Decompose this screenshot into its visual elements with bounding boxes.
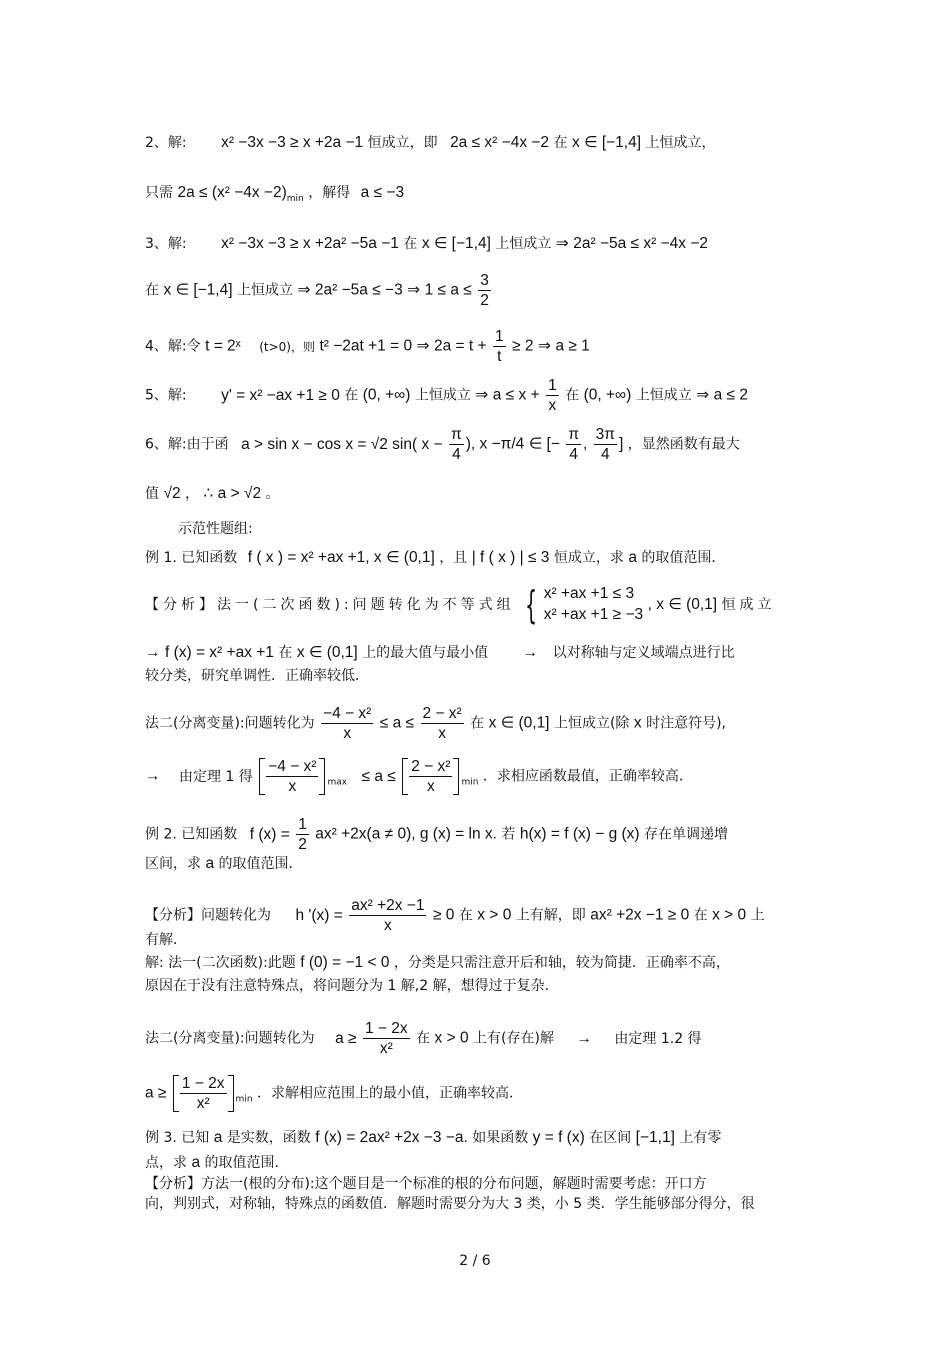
text: 较分类，研究单调性．正确率较低． [145,668,369,684]
text: 例 1. 已知函数 [145,550,238,566]
formula: ∈ [− [528,435,560,453]
text: 有解． [145,932,187,948]
text: 上有(存在)解 [473,1030,554,1047]
formula: a ≤ −3 [360,184,405,201]
formula: 2a = t + [433,337,487,355]
solution-5 [145,377,748,414]
text: 恒成立，即 [367,135,438,151]
text: 上恒成立 [236,282,293,299]
formula: x ∈ (0,1] [296,644,358,661]
formula: x² −3x −3 ≥ x +2a² −5a −1 [221,235,399,252]
text: 在 [693,907,708,924]
text: 6、解:由于函 [145,436,229,453]
formula: a [213,1129,223,1146]
inequality-system [544,584,643,626]
formula: √2 [163,485,181,502]
text: 在 [458,907,473,924]
formula: a ≥ 1 [555,337,590,355]
formula: y = f (x) [532,1129,585,1146]
implies-symbol: ⇒ [297,281,311,299]
text: 上有零 [679,1130,722,1146]
formula: x² −3x −3 ≥ x +2a −1 [221,134,364,151]
text: 。 [265,486,280,502]
text: 恒成立，求 [553,550,624,566]
solution-6-line-1 [145,426,740,463]
analysis-1-method-1 [145,584,776,626]
text: 5、解: [145,387,187,404]
formula: x ∈ (0,1] [488,714,550,732]
fraction-1-x: $\frac{1}{x}$ [548,377,557,415]
fraction: $\frac{\text{−4 − x²}}{x}$ [323,705,372,743]
formula: f ( x ) = x² +ax +1, x ∈ (0,1] [247,549,435,566]
fraction: $\frac{\text{2 − x²}}{x}$ [422,705,462,743]
arrow-symbol: → [145,767,161,785]
analysis-3-line-1 [145,1177,707,1191]
solution-3-line-2 [145,272,493,309]
text: ，解得 [308,185,351,201]
formula: a ≤ x + [492,386,540,404]
formula: ≥ 2 [512,337,534,355]
text: 在区间 [589,1130,632,1146]
solution-2-line-2 [145,185,404,204]
fraction-3-2: $\frac{3}{2}$ [480,272,489,310]
implies-symbol: ⇒ [555,235,569,252]
text: ．求相应函数最值，正确率较高． [482,768,693,785]
fraction-1-t: $\frac{1}{t}$ [495,328,504,366]
formula: h(x) = f (x) − g (x) [519,825,640,843]
bracket-expression: $\frac{\text{2 − x²}}{x}$ [402,758,459,795]
text: 的取值范围． [204,1155,289,1171]
formula: | f ( x ) | ≤ 3 [471,549,550,566]
text: ，分类是只需注意开后和轴，较为简捷．正确率不高， [393,955,730,971]
subscript: min [286,194,304,204]
formula: t = 2ˣ [205,337,241,355]
formula: x ∈ [−1,4] [571,134,642,151]
example-3 [145,1130,721,1146]
fraction: $\frac{1 - 2x}{\text{x²}}$ [364,1020,408,1058]
formula: x [633,714,642,732]
text: 只需 [145,185,173,201]
implies-symbol: ⇒ [537,337,551,355]
formula: f (0) = −1 < 0 [300,954,390,971]
text: 在 [416,1030,431,1047]
formula: x ∈ [−1,4] [163,281,233,299]
solution-4 [145,328,590,365]
text: 存在单调递增 [644,826,729,843]
formula: 2a ≤ (x² −4x −2) [177,184,287,201]
implies-symbol: ⇒ [416,337,430,355]
formula: ≤ a ≤ [379,714,415,732]
text: 2、解: [145,135,187,151]
example-2 [145,816,728,853]
analysis-2-line-2 [145,933,187,947]
formula: a ≤ 2 [713,386,748,404]
formula: x > 0 [434,1029,469,1047]
subscript: max [327,777,348,788]
analysis-1-line-2 [145,645,735,661]
text: 上恒成立 [495,236,552,252]
formula: ∴ a > √2 [203,485,262,502]
text: 上恒成立 [635,387,692,404]
formula: y' = x² −ax +1 ≥ 0 [221,386,340,404]
fraction-1-2: $\frac{1}{2}$ [298,816,307,854]
text: 法二(分离变量):问题转化为 [145,1030,315,1047]
bracket-expression: $\frac{\text{−4 − x²}}{x}$ [259,758,325,795]
solution-2-line-1 [145,135,715,151]
text: 解: 法一(二次函数):此题 [145,955,296,971]
formula: h '(x) = [295,906,343,924]
formula: f (x) = [249,825,290,843]
formula: x ∈ [−1,4] [421,235,491,252]
formula: x > 0 [712,906,747,924]
analysis-2-method-1 [145,955,730,971]
text: 原因在于没有注意特殊点，将问题分为 1 解,2 解，想得过于复杂． [145,978,559,994]
formula: x² +ax +1 ≥ −3 [543,605,644,623]
text: 例 2. 已知函数 [145,826,238,843]
analysis-1-method-2 [145,705,726,742]
arrow-symbol: → [522,644,539,661]
formula: π [500,435,512,453]
formula: a > sin x − cos x = √2 sin( x − [241,435,443,453]
analysis-2-method-2 [145,1020,702,1057]
formula: / [511,435,516,453]
text: 值 [145,486,159,502]
section-heading [178,522,253,536]
formula: 2a² −5a ≤ x² −4x −2 [573,235,708,252]
text: 在 [470,715,485,732]
text: 例 3. 已知 [145,1130,210,1146]
formula: ax² +2x −1 ≥ 0 [590,906,690,924]
text: 上恒成立 [414,387,471,404]
implies-symbol: ⇒ [407,281,421,299]
fraction-pi-4: $\frac{\pi}{4}$ [568,426,580,464]
text: ．求解相应范围上的最小值，正确率较高． [256,1085,523,1102]
text: 是实数，函数 [226,1130,311,1146]
text: 4、解:令 [145,338,201,355]
text: 区间，求 [145,856,201,872]
example-3-line-2 [145,1155,289,1171]
text: 在 [145,282,159,299]
text: 恒成立 [721,596,776,613]
text: 上有解，即 [515,907,586,924]
text: ， [185,486,200,502]
formula: 1 ≤ a ≤ [424,281,472,299]
text: 在 [278,645,293,661]
text: 若 [501,826,516,843]
formula: a [191,1154,201,1171]
text: 在 [553,135,568,151]
fraction-3pi-4: $\frac{3\pi}{4}$ [595,426,615,464]
text: 上恒成立(除 [553,715,630,732]
analysis-2-method-1-line-2 [145,979,559,993]
formula: ax² +2x(a ≠ 0), g (x) = ln x. [315,825,497,843]
formula: ] [619,435,624,453]
text: 时注意符号), [646,715,726,732]
text: 上 [750,907,765,924]
text: 示范性题组: [178,521,253,537]
text: 向，判别式，对称轴，特殊点的函数值．解题时需要分为大 3 类，小 5 类．学生能够部分得分，很 [145,1196,755,1212]
analysis-3-line-2 [145,1197,755,1211]
text: 法二(分离变量):问题转化为 [145,715,315,732]
formula: x² +ax +1 ≤ 3 [543,585,635,602]
bracket-expression: $\frac{1 - 2x}{\text{x²}}$ [173,1075,234,1112]
formula: a [628,549,637,566]
formula: (0, +∞) [583,386,632,404]
text: 上的最大值与最小值 [362,645,489,661]
page-number: 2 / 6 [459,1253,491,1269]
formula: 4 [515,435,525,453]
text: 点，求 [145,1155,187,1171]
text: 如果函数 [472,1130,529,1146]
analysis-1-line-5 [145,758,693,795]
subscript: min [235,1094,253,1105]
text: (t>0)，则 [259,339,315,354]
analysis-2-method-2-line-2 [145,1075,523,1112]
text: 3、解: [145,236,187,252]
text: 在 [403,236,418,252]
implies-symbol: ⇒ [475,386,489,404]
fraction-pi-4: $\frac{\pi}{4}$ [451,426,462,464]
implies-symbol: ⇒ [696,386,710,404]
analysis-1-line-3 [145,669,369,683]
formula: 2a ≤ x² −4x −2 [450,134,550,151]
solution-6-line-2 [145,486,280,502]
subscript: min [461,777,479,788]
text: 【分析】法一(二次函数):问题转化为不等式组 [145,596,515,613]
solution-3-line-1 [145,236,708,252]
text: 【分析】方法一(根的分布):这个题目是一个标准的根的分布问题，解题时需要考虑：开口方 [145,1176,707,1192]
formula: ≥ 0 [432,906,455,924]
formula: , [583,435,592,453]
example-2-line-2 [145,856,303,872]
text: 在 [344,387,359,404]
formula: t² −2at +1 = 0 [319,337,413,355]
formula: x > 0 [477,906,512,924]
fraction: $\frac{\text{ax² +2x −1}}{x}$ [351,897,425,935]
formula: a ≥ [145,1084,167,1102]
formula: ≤ a ≤ [361,767,396,785]
text: 【分析】问题转化为 [145,907,271,924]
text: 由定理 1 得 [178,768,253,785]
formula: a ≥ [335,1029,357,1047]
formula: f (x) = 2ax² +2x −3 −a. [315,1129,468,1146]
formula: a [205,855,215,872]
example-1 [145,550,725,566]
arrow-symbol: → [145,644,161,661]
text: 上恒成立， [645,135,716,151]
formula: (0, +∞) [362,386,411,404]
arrow-symbol: → [576,1029,592,1047]
text: 以对称轴与定义域端点进行比 [552,645,735,661]
formula: 2a² −5a ≤ −3 [314,281,403,299]
text: ，且 [439,550,468,566]
brace: { [525,582,538,627]
text: 的取值范围． [218,856,303,872]
formula: [−1,1] [635,1129,675,1146]
text: 由定理 1.2 得 [614,1030,702,1047]
analysis-2-line-1 [145,897,765,934]
formula: ), x − [465,435,501,453]
text: 的取值范围． [641,550,726,566]
formula: f (x) = x² +ax +1 [164,644,274,661]
text: ，显然函数有最大 [627,436,740,453]
text: 在 [565,387,580,404]
formula: , x ∈ (0,1] [647,595,718,613]
